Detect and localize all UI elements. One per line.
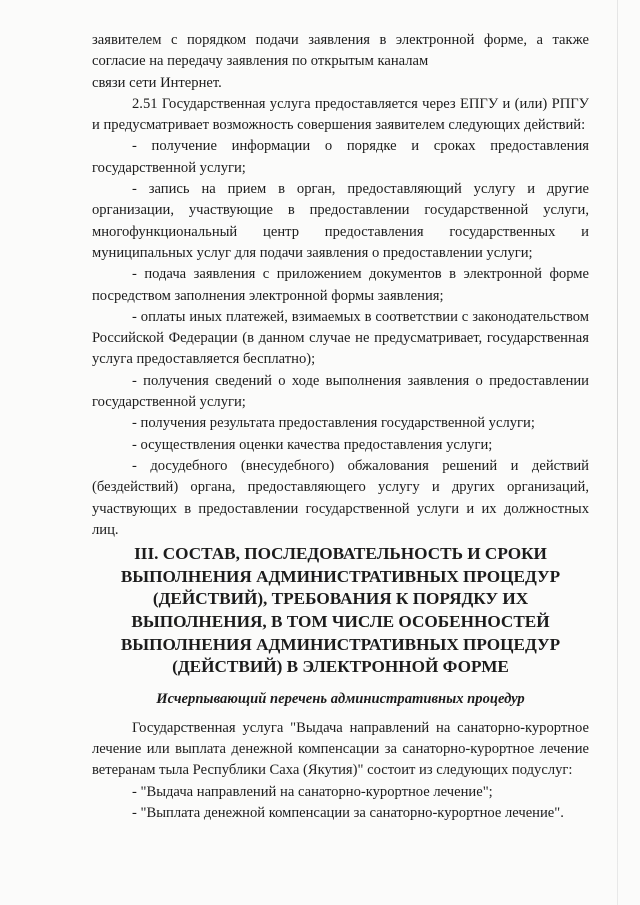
subservice-item: - "Выдача направлений на санаторно-курортное лечение"; [132,783,493,800]
list-item: - оплаты иных платежей, взимаемых в соответствии с законодательством Российской Федерации (в данном случае не предусматривает, государственная услуга предоставляется бесплатно); [92,308,589,368]
list-item: - запись на прием в орган, предоставляющий услугу и другие организации, участвующие в предоставлении государственной услуги, многофункциональный центр предоставления государственных и муниципальных услуг для подачи заявления о предоставлении услуги; [92,181,589,261]
section-3-paragraph: Государственная услуга "Выдача направлений на санаторно-курортное лечение или выплата денежной компенсации за санаторно-курортное лечение ветеранам тыла Республики Саха (Якутия)" состоит из следующих подуслуг: [92,719,589,779]
list-item: - получения сведений о ходе выполнения заявления о предоставлении государственной услуги; [92,372,589,411]
document-body [92,30,589,824]
list-item: - получение информации о порядке и сроках предоставления государственной услуги; [92,138,589,176]
list-item: - подача заявления с приложением документов в электронной форме посредством заполнения электронной формы заявления; [92,266,589,304]
scan-edge-line [617,0,618,905]
section-2-51-lead: 2.51 Государственная услуга предоставляется через ЕПГУ и (или) РПГУ и предусматривает возможность совершения заявителем следующих действий: [92,95,589,134]
section-3-subheading: Исчерпывающий перечень административных процедур [156,690,525,707]
list-item: - осуществления оценки качества предоставления услуги; [132,436,493,453]
intro-paragraph-end: связи сети Интернет. [92,74,222,91]
subservice-item: - "Выплата денежной компенсации за санаторно-курортное лечение". [132,804,564,821]
list-item: - получения результата предоставления государственной услуги; [132,415,535,432]
spacer [92,710,589,718]
intro-paragraph: заявителем с порядком подачи заявления в электронной форме, а также согласие на передачу заявления по открытым каналам [92,32,589,70]
list-item: - досудебного (внесудебного) обжалования решений и действий (бездействий) органа, предоставляющего услугу и других организаций, участвующих в предоставлении государственной услуги и их должностных лиц. [92,457,589,538]
section-3-heading: III. СОСТАВ, ПОСЛЕДОВАТЕЛЬНОСТЬ И СРОКИ ВЫПОЛНЕНИЯ АДМИНИСТРАТИВНЫХ ПРОЦЕДУР (ДЕЙСТВИЙ), ТРЕБОВАНИЯ К ПОРЯДКУ ИХ ВЫПОЛНЕНИЯ, В ТОМ ЧИСЛЕ ОСОБЕННОСТЕЙ ВЫПОЛНЕНИЯ АДМИНИСТРАТИВНЫХ ПРОЦЕДУР (ДЕЙСТВИЙ) В ЭЛЕКТРОННОЙ ФОРМЕ [120,544,561,677]
